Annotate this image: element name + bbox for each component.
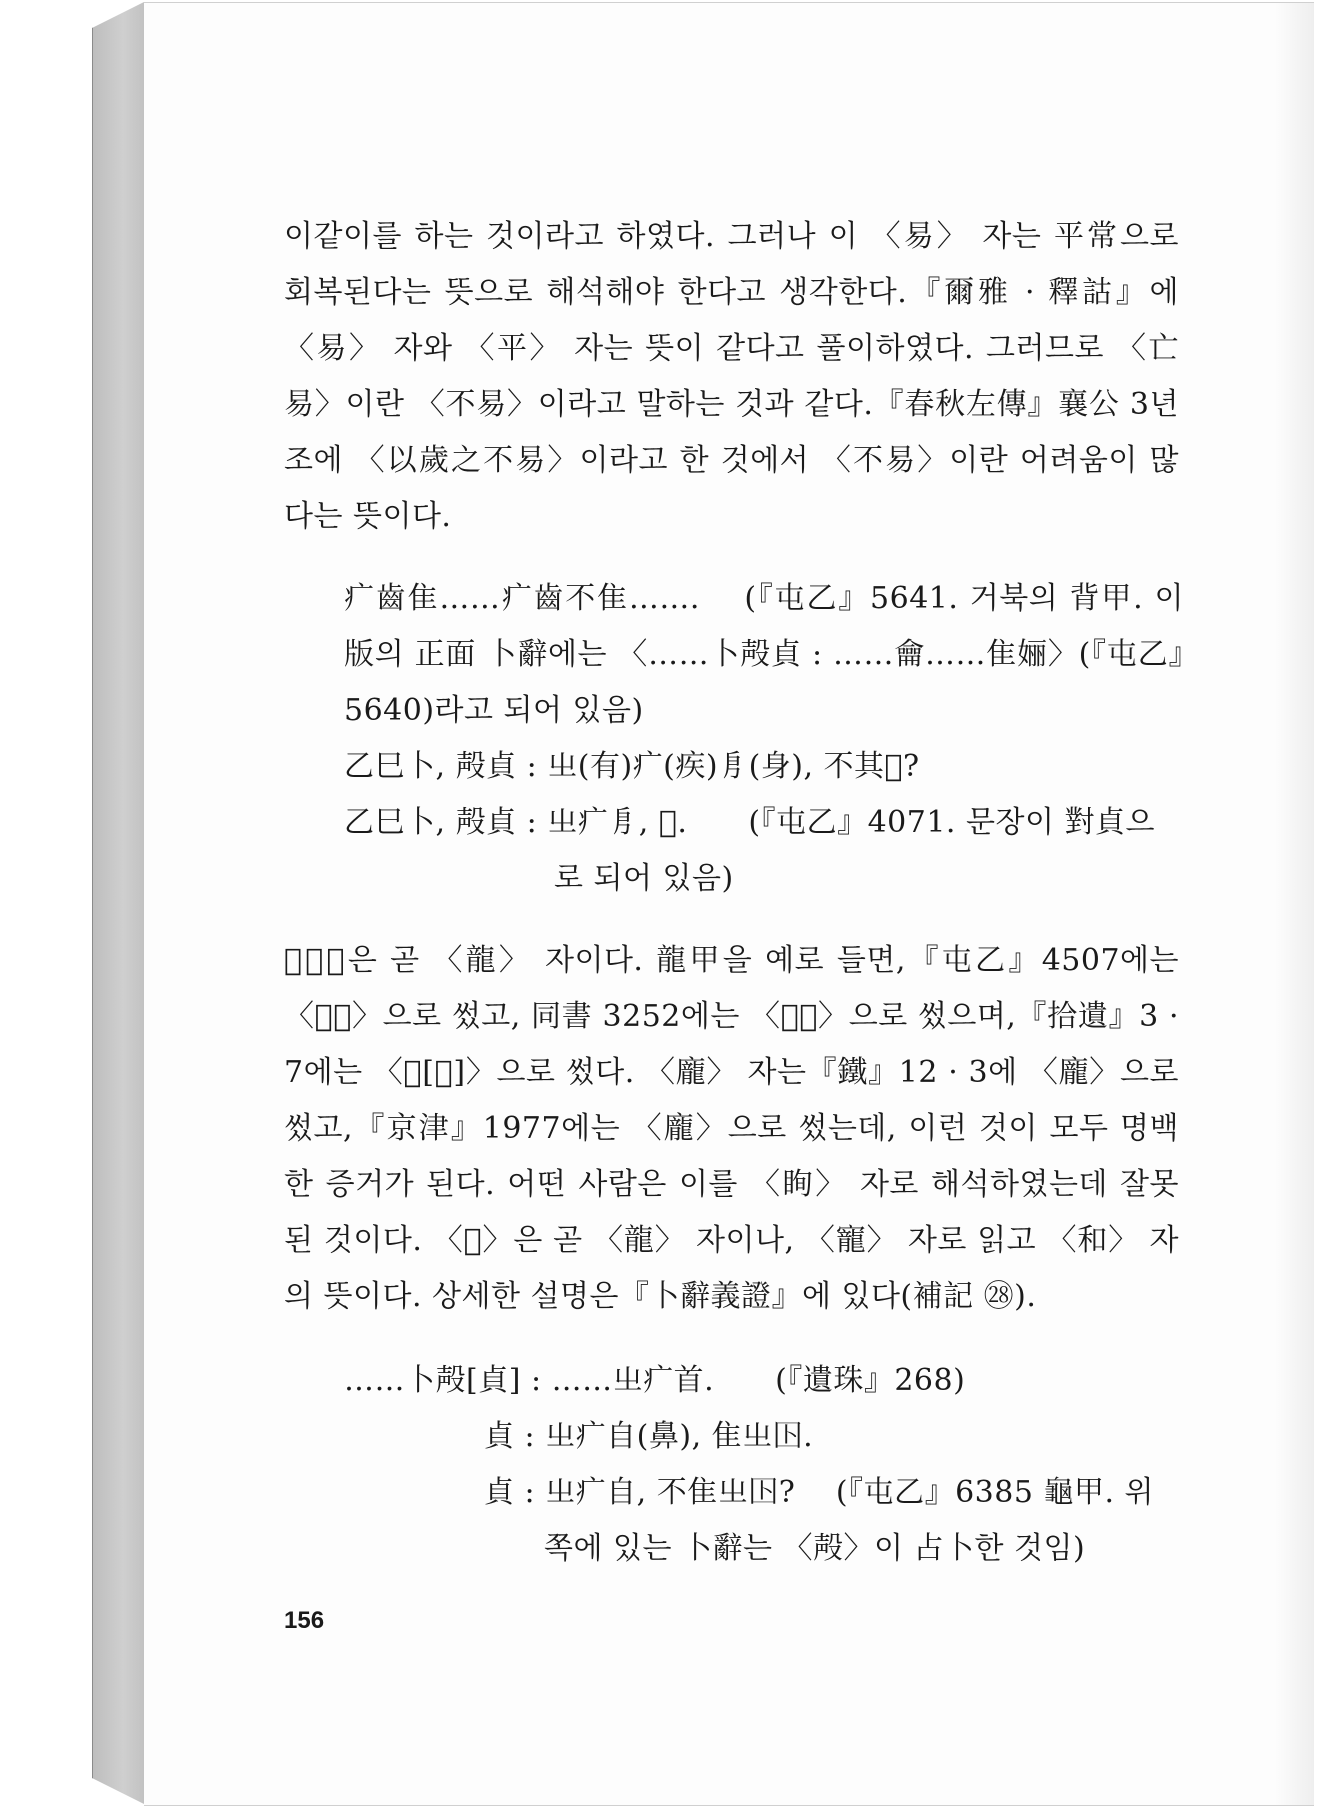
quote-2-line-2: 貞 : 㞢疒自(鼻), 隹㞢𡆥. <box>484 1419 814 1454</box>
quote-1-line-3: 乙巳卜, 殸貞 : 㞢疒㐆, 𪓝. (『屯乙』4071. 문장이 對貞으 <box>344 805 1155 840</box>
book-spine <box>92 2 144 1804</box>
quote-block-2 <box>344 1353 1184 1577</box>
quote-1-line-2: 乙巳卜, 殸貞 : 㞢(有)疒(疾)㐆(身), 不其𪓝? <box>344 749 920 784</box>
quote-2-line-3: 貞 : 㞢疒自, 不隹㞢𡆥? (『屯乙』6385 龜甲. 위 <box>484 1475 1155 1510</box>
page-edge-shadow <box>1274 3 1314 1805</box>
quote-block-1 <box>344 571 1184 907</box>
quote-2-line-1: ……卜殸[貞] : ……㞢疒首. (『遺珠』268) <box>344 1363 966 1398</box>
paragraph-1 <box>284 209 1179 545</box>
paragraph-2-text: 〈𪓝〉은 곧 〈龍〉 자이다. 龍甲을 예로 들면,『屯乙』4507에는 〈𪓝甲〉으로 썼고, 同書 3252에는 〈𪓝甲〉으로 썼으며,『拾遺』3 · 7에는 〈𪓝[甲]〉으로 썼다. 〈龐〉 자는『鐵』12 · 3에 〈龐〉으로 썼고,『京津』1977에는 〈龐〉으로 썼는데, 이런 것이 모두 명백한 증거가 된다. 어떤 사람은 이를 〈眴〉 자로 해석하였는데 잘못된 것이다. 〈𪓝〉은 곧 〈龍〉 자이나, 〈寵〉 자로 읽고 〈和〉 자의 뜻이다. 상세한 설명은『卜辭義證』에 있다(補記 ㉘). <box>284 943 1179 1314</box>
book-page <box>144 2 1314 1806</box>
paragraph-1-text: 이같이를 하는 것이라고 하였다. 그러나 이 〈易〉 자는 平常으로 회복된다는 뜻으로 해석해야 한다고 생각한다.『爾雅 · 釋詁』에 〈易〉 자와 〈平〉 자는 뜻이 같다고 풀이하였다. 그러므로 〈亡易〉이란 〈不易〉이라고 말하는 것과 같다.『春秋左傳』襄公 3년 조에 〈以歲之不易〉이라고 한 것에서 〈不易〉이란 어려움이 많다는 뜻이다. <box>284 219 1179 534</box>
page-number: 156 <box>284 1607 325 1634</box>
quote-1-line-4: 로 되어 있음) <box>554 861 734 896</box>
quote-1-line-1: 疒齒隹……疒齒不隹……. (『屯乙』5641. 거북의 背甲. 이 版의 正面 卜辭에는 〈……卜殸貞 : ……龠……隹㛤〉(『屯乙』5640)라고 되어 있음) <box>344 581 1184 728</box>
quote-2-line-4: 쪽에 있는 卜辭는 〈殸〉이 占卜한 것임) <box>544 1531 1086 1566</box>
paragraph-2 <box>284 933 1179 1325</box>
